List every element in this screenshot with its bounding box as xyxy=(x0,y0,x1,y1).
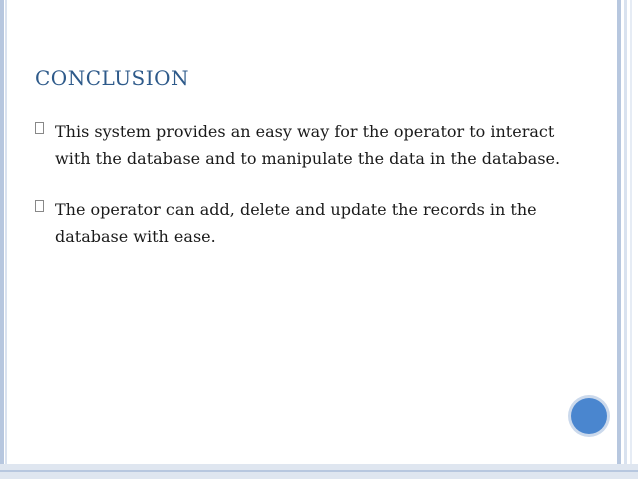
bottom-decor-line xyxy=(0,470,638,472)
slide-title: CONCLUSION xyxy=(35,66,190,90)
bullet-marker-icon xyxy=(35,200,44,212)
decorative-circle-icon xyxy=(571,398,607,434)
bullet-marker-icon xyxy=(35,122,44,134)
right-decor-bar-2 xyxy=(624,0,627,479)
left-decor-bar-thin xyxy=(5,0,7,479)
right-decor-bar xyxy=(617,0,621,479)
bullet-text: The operator can add, delete and update the records in the database with ease. xyxy=(55,200,537,246)
bullet-item xyxy=(35,196,575,250)
bullet-item xyxy=(35,118,575,172)
right-decor-bar-3 xyxy=(630,0,632,479)
bullet-text: This system provides an easy way for the operator to interact with the database and to manipulate the data in the database. xyxy=(55,122,561,168)
left-decor-bar xyxy=(0,0,4,479)
bullet-list xyxy=(35,118,575,274)
